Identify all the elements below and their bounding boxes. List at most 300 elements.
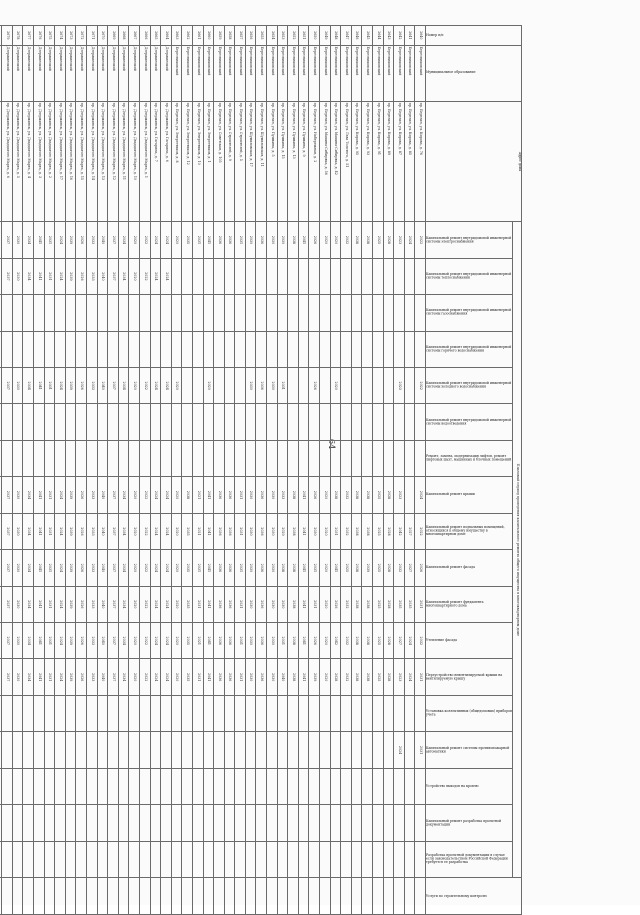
row-year-cell: 2020	[129, 513, 140, 549]
row-year-cell	[44, 295, 55, 331]
row-year-cell: 2035	[182, 513, 193, 549]
row-year-cell	[256, 878, 267, 915]
row-year-cell	[245, 258, 256, 294]
row-year-cell	[235, 805, 246, 841]
row-year-cell	[192, 331, 203, 367]
row-year-cell	[309, 258, 320, 294]
row-year-cell	[44, 331, 55, 367]
row-year-cell	[383, 695, 394, 731]
table-row	[245, 26, 256, 915]
row-year-cell: 2028	[383, 586, 394, 622]
row-year-cell: 2041	[298, 513, 309, 549]
row-year-cell: 2036	[214, 586, 225, 622]
row-year-cell: 2037	[108, 258, 119, 294]
row-year-cell	[65, 841, 76, 878]
row-year-cell	[118, 878, 129, 915]
row-year-cell	[404, 258, 415, 294]
row-year-cell	[298, 878, 309, 915]
row-year-cell	[256, 295, 267, 331]
row-year-cell	[118, 404, 129, 440]
row-year-cell	[415, 805, 426, 841]
row-year-cell	[277, 404, 288, 440]
row-year-cell: 2040	[97, 659, 108, 695]
row-number: 2678	[12, 26, 23, 46]
row-year-cell: 2038	[288, 659, 299, 695]
row-year-cell	[373, 404, 384, 440]
row-address: пр. Дзержинск, ул. Двадцатого Марта, д. 5	[12, 101, 23, 222]
row-year-cell	[55, 841, 66, 878]
row-year-cell: 2038	[288, 477, 299, 513]
row-year-cell	[245, 440, 256, 476]
row-number: 2656	[245, 26, 256, 46]
row-year-cell	[362, 841, 373, 878]
row-year-cell	[108, 404, 119, 440]
row-year-cell: 2034	[23, 586, 34, 622]
row-year-cell	[182, 440, 193, 476]
row-year-cell	[108, 768, 119, 804]
row-year-cell	[288, 695, 299, 731]
row-year-cell	[23, 331, 34, 367]
row-year-cell: 2031	[277, 367, 288, 403]
row-year-cell	[12, 805, 23, 841]
row-year-cell	[76, 440, 87, 476]
row-year-cell: 2030	[267, 477, 278, 513]
row-year-cell: 2039	[362, 550, 373, 586]
row-address: пр. Дзержинск, ул. Двадцатого Марта, д. 1	[139, 101, 150, 222]
row-year-cell	[23, 878, 34, 915]
row-year-cell	[415, 768, 426, 804]
table-row	[108, 26, 119, 915]
row-year-cell	[65, 805, 76, 841]
header-work-12: Переустройство невентилируемой крыши на вентилируемую крышу	[426, 659, 513, 695]
row-year-cell: 2033	[87, 586, 98, 622]
rotated-table-sheet	[5, 25, 522, 915]
row-year-cell: 2041	[34, 550, 45, 586]
row-address: пр. Дзержинск, ул. Гагарина, д. 7	[150, 101, 161, 222]
row-year-cell: 2031	[44, 477, 55, 513]
row-municipality: Дзержинский	[65, 45, 76, 101]
row-year-cell	[129, 404, 140, 440]
row-year-cell	[129, 805, 140, 841]
row-year-cell	[87, 440, 98, 476]
row-year-cell: 2034	[118, 659, 129, 695]
row-year-cell	[161, 841, 172, 878]
row-year-cell: 2020	[320, 222, 331, 258]
row-year-cell	[415, 331, 426, 367]
row-year-cell	[330, 768, 341, 804]
row-municipality: Березниковский	[298, 45, 309, 101]
row-year-cell	[171, 331, 182, 367]
row-year-cell	[404, 805, 415, 841]
row-year-cell: 2025	[373, 623, 384, 659]
row-year-cell	[298, 768, 309, 804]
row-year-cell: 2026	[76, 513, 87, 549]
row-year-cell: 2034	[23, 513, 34, 549]
row-year-cell	[182, 695, 193, 731]
row-year-cell: 2041	[203, 586, 214, 622]
row-year-cell	[351, 768, 362, 804]
row-address: пр. Березин, ул. Шумиловская, д. 17	[245, 101, 256, 222]
row-year-cell: 2037	[108, 623, 119, 659]
row-year-cell	[256, 258, 267, 294]
row-year-cell: 2024	[55, 477, 66, 513]
row-municipality: Дзержинский	[108, 45, 119, 101]
header-caption: Плановый период проведения капитального ремонта общего имущества в многоквартирном доме	[513, 222, 522, 878]
row-year-cell: 2037	[108, 586, 119, 622]
row-year-cell: 2039	[309, 659, 320, 695]
row-year-cell	[320, 258, 331, 294]
row-year-cell: 2031	[44, 659, 55, 695]
table-row	[12, 26, 23, 915]
row-year-cell	[0, 258, 2, 294]
row-year-cell: 2027	[394, 623, 405, 659]
row-year-cell: 2041	[298, 477, 309, 513]
row-year-cell: 2030	[12, 623, 23, 659]
row-year-cell	[298, 404, 309, 440]
row-year-cell	[320, 695, 331, 731]
row-year-cell	[404, 404, 415, 440]
row-year-cell: 2030	[267, 222, 278, 258]
row-year-cell: 2038	[277, 550, 288, 586]
table-row	[341, 26, 352, 915]
row-year-cell: 2026	[76, 659, 87, 695]
row-address: пр. Дзержинск, ул. Двадцатого Марта, д. 13	[97, 101, 108, 222]
row-year-cell: 2041	[34, 222, 45, 258]
row-municipality: Дзержинский	[2, 45, 13, 101]
row-year-cell: 2020	[330, 222, 341, 258]
row-number: 2669	[108, 26, 119, 46]
row-year-cell	[87, 732, 98, 768]
row-year-cell	[394, 695, 405, 731]
row-year-cell	[267, 805, 278, 841]
row-year-cell	[383, 258, 394, 294]
row-year-cell	[192, 841, 203, 878]
row-year-cell	[161, 805, 172, 841]
row-year-cell	[288, 878, 299, 915]
row-year-cell	[171, 295, 182, 331]
row-year-cell	[404, 440, 415, 476]
row-year-cell: 2028	[383, 550, 394, 586]
row-year-cell	[224, 805, 235, 841]
row-number: 2660	[203, 26, 214, 46]
row-year-cell: 2032	[341, 477, 352, 513]
row-year-cell: 2022	[139, 367, 150, 403]
row-municipality: Березниковский	[341, 45, 352, 101]
row-year-cell	[97, 404, 108, 440]
row-year-cell: 2036	[214, 550, 225, 586]
row-year-cell	[34, 805, 45, 841]
row-year-cell: 2033	[87, 659, 98, 695]
row-address: пр. Дзержинск, ул. Двадцатого Марта, д. 4	[23, 101, 34, 222]
row-year-cell: 2041	[34, 659, 45, 695]
row-address: пр. Дзержинск, ул. Двадцатого Марта, д. 17	[55, 101, 66, 222]
row-year-cell	[161, 695, 172, 731]
table-row	[0, 26, 2, 915]
row-year-cell: 2040	[97, 623, 108, 659]
row-year-cell	[245, 695, 256, 731]
row-year-cell: 2024	[404, 222, 415, 258]
row-year-cell: 2024	[161, 550, 172, 586]
row-number: 2668	[118, 26, 129, 46]
row-address: пр. Березин, ул. Энергетиков, д. 8	[171, 101, 182, 222]
row-municipality: Березниковский	[192, 45, 203, 101]
row-year-cell	[298, 331, 309, 367]
row-year-cell	[44, 768, 55, 804]
table-row	[129, 26, 140, 915]
row-year-cell	[383, 805, 394, 841]
row-year-cell: 2031	[235, 477, 246, 513]
row-year-cell	[171, 768, 182, 804]
row-year-cell	[267, 258, 278, 294]
row-year-cell	[161, 878, 172, 915]
row-year-cell	[12, 768, 23, 804]
row-municipality: Березниковский	[288, 45, 299, 101]
row-municipality: Дзержинский	[55, 45, 66, 101]
row-year-cell	[0, 331, 2, 367]
row-year-cell	[404, 295, 415, 331]
row-address: пр. Дзержинск, ул. Гагарина, д. 6	[161, 101, 172, 222]
row-year-cell: 2038	[330, 477, 341, 513]
row-year-cell: 2031	[235, 623, 246, 659]
row-year-cell	[12, 695, 23, 731]
row-year-cell: 2030	[245, 586, 256, 622]
row-year-cell: 2031	[277, 623, 288, 659]
row-year-cell: 2022	[139, 550, 150, 586]
row-address: пр. Березин, ул. Кирова, д. 93	[362, 101, 373, 222]
row-year-cell: 2025	[373, 550, 384, 586]
row-year-cell	[245, 805, 256, 841]
row-year-cell: 2030	[12, 659, 23, 695]
row-municipality: Дзержинский	[87, 45, 98, 101]
header-work-14: Капитальный ремонт системы противопожарной автоматики	[426, 732, 513, 768]
row-year-cell	[2, 404, 13, 440]
row-year-cell: 2029	[277, 513, 288, 549]
row-year-cell	[362, 695, 373, 731]
row-year-cell	[203, 732, 214, 768]
row-year-cell: 2026	[330, 586, 341, 622]
row-year-cell	[351, 732, 362, 768]
row-year-cell	[256, 404, 267, 440]
row-year-cell	[341, 768, 352, 804]
row-year-cell: 2038	[288, 513, 299, 549]
row-year-cell	[224, 404, 235, 440]
row-year-cell	[171, 440, 182, 476]
row-year-cell	[87, 331, 98, 367]
row-year-cell	[171, 732, 182, 768]
row-year-cell: 2036	[214, 477, 225, 513]
row-year-cell	[394, 258, 405, 294]
row-year-cell	[224, 841, 235, 878]
row-year-cell: 2030	[12, 513, 23, 549]
table-row	[351, 26, 362, 915]
row-year-cell	[44, 732, 55, 768]
row-municipality: Дзержинский	[34, 45, 45, 101]
row-year-cell	[394, 768, 405, 804]
row-year-cell	[309, 768, 320, 804]
row-year-cell: 2025	[373, 586, 384, 622]
row-year-cell	[12, 841, 23, 878]
row-year-cell	[373, 695, 384, 731]
row-year-cell: 2031	[44, 367, 55, 403]
row-year-cell: 2020	[320, 659, 331, 695]
row-year-cell	[0, 623, 2, 659]
row-address: пр. Дзержинск, ул. Двадцатого Марта, д. 6	[2, 101, 13, 222]
row-year-cell: 2041	[330, 550, 341, 586]
row-year-cell	[2, 841, 13, 878]
row-address: пр. Березин, ул. Пушкина, д. 15	[277, 101, 288, 222]
row-number: 2670	[97, 26, 108, 46]
row-year-cell	[171, 404, 182, 440]
row-year-cell	[298, 440, 309, 476]
row-year-cell	[182, 878, 193, 915]
row-year-cell: 2039	[65, 659, 76, 695]
row-year-cell: 2041	[298, 222, 309, 258]
row-year-cell: 2037	[108, 513, 119, 549]
row-year-cell	[373, 805, 384, 841]
table-row	[288, 26, 299, 915]
row-year-cell	[65, 331, 76, 367]
row-year-cell: 2041	[203, 623, 214, 659]
row-year-cell	[97, 805, 108, 841]
row-year-cell: 2032	[341, 513, 352, 549]
table-row	[150, 26, 161, 915]
row-year-cell: 2025	[373, 513, 384, 549]
row-year-cell: 2030	[12, 258, 23, 294]
row-address: пр. Березин, ул. Кирова, д. 85	[404, 101, 415, 222]
row-year-cell: 2020	[129, 659, 140, 695]
row-year-cell	[277, 695, 288, 731]
row-year-cell	[34, 295, 45, 331]
row-year-cell	[341, 367, 352, 403]
row-year-cell: 2028	[330, 659, 341, 695]
row-year-cell	[362, 258, 373, 294]
row-year-cell	[76, 404, 87, 440]
row-year-cell	[373, 295, 384, 331]
row-year-cell	[55, 404, 66, 440]
row-year-cell	[192, 258, 203, 294]
row-year-cell: 2040	[97, 550, 108, 586]
header-municipality: Муниципальное образование	[426, 45, 522, 101]
header-work-11: Утепление фасада	[426, 623, 513, 659]
table-row	[394, 26, 405, 915]
row-year-cell: 2041	[203, 222, 214, 258]
row-year-cell	[0, 695, 2, 731]
table-row	[415, 26, 426, 915]
row-year-cell: 2024	[161, 477, 172, 513]
row-year-cell: 2024	[55, 222, 66, 258]
row-year-cell	[320, 878, 331, 915]
row-year-cell: 2027	[404, 513, 415, 549]
row-year-cell: 2033	[87, 623, 98, 659]
row-year-cell	[298, 841, 309, 878]
row-number: 2648	[330, 26, 341, 46]
row-year-cell	[192, 732, 203, 768]
header-work-1: Капитальный ремонт внутридомовой инженерной системы теплоснабжения	[426, 258, 513, 294]
row-year-cell	[214, 695, 225, 731]
row-year-cell	[256, 732, 267, 768]
row-number: 2657	[235, 26, 246, 46]
table-row	[34, 26, 45, 915]
row-address: пр. Дзержинск, ул. Двадцатого Марта, д. 15	[76, 101, 87, 222]
header-work-2: Капитальный ремонт внутридомовой инженерной системы газоснабжения	[426, 295, 513, 331]
row-year-cell	[245, 404, 256, 440]
row-year-cell	[182, 295, 193, 331]
row-year-cell	[118, 768, 129, 804]
row-year-cell	[288, 367, 299, 403]
row-number: 2642	[394, 26, 405, 46]
row-number: 2649	[320, 26, 331, 46]
row-year-cell	[2, 695, 13, 731]
row-year-cell	[171, 805, 182, 841]
row-year-cell	[235, 404, 246, 440]
row-year-cell: 2028	[383, 659, 394, 695]
row-year-cell	[267, 331, 278, 367]
row-number: 2662	[182, 26, 193, 46]
row-year-cell: 2023	[394, 222, 405, 258]
row-year-cell: 2033	[87, 550, 98, 586]
row-year-cell	[351, 440, 362, 476]
row-year-cell	[277, 841, 288, 878]
row-year-cell: 2037	[2, 258, 13, 294]
row-year-cell: 2024	[161, 659, 172, 695]
row-year-cell	[309, 440, 320, 476]
row-year-cell: 2039	[65, 586, 76, 622]
row-year-cell	[267, 732, 278, 768]
row-year-cell	[320, 768, 331, 804]
row-year-cell: 2031	[44, 550, 55, 586]
row-year-cell	[118, 440, 129, 476]
row-year-cell	[298, 805, 309, 841]
row-year-cell	[341, 878, 352, 915]
row-year-cell	[373, 732, 384, 768]
row-year-cell	[2, 768, 13, 804]
row-year-cell: 2039	[65, 513, 76, 549]
row-year-cell: 2039	[65, 258, 76, 294]
row-number: 2664	[161, 26, 172, 46]
header-work-13: Установка коллективных (общедомовых) приборов учета	[426, 695, 513, 731]
row-year-cell	[87, 878, 98, 915]
row-year-cell	[404, 331, 415, 367]
row-year-cell	[277, 768, 288, 804]
row-year-cell	[203, 258, 214, 294]
row-year-cell	[224, 331, 235, 367]
row-year-cell	[139, 878, 150, 915]
row-address: пр. Березин, ул. Мамина-Сибиряка, д. 56	[320, 101, 331, 222]
row-year-cell	[150, 695, 161, 731]
row-year-cell	[351, 331, 362, 367]
row-year-cell	[129, 440, 140, 476]
header-work-5: Капитальный ремонт внутридомовой инженерной системы водоотведения	[426, 404, 513, 440]
row-year-cell: 2028	[383, 477, 394, 513]
row-year-cell	[87, 768, 98, 804]
row-year-cell	[108, 841, 119, 878]
row-year-cell	[76, 878, 87, 915]
row-year-cell: 2039	[65, 477, 76, 513]
row-year-cell	[2, 331, 13, 367]
row-year-cell	[65, 732, 76, 768]
row-municipality: Березниковский	[320, 45, 331, 101]
row-year-cell	[192, 805, 203, 841]
row-year-cell	[34, 695, 45, 731]
row-year-cell	[129, 841, 140, 878]
row-year-cell	[12, 732, 23, 768]
row-year-cell: 2020	[320, 550, 331, 586]
row-year-cell	[171, 258, 182, 294]
row-year-cell: 2024	[55, 550, 66, 586]
row-year-cell: 2024	[55, 586, 66, 622]
row-year-cell	[267, 404, 278, 440]
row-address: пр. Дзержинск, ул. Двадцатого Марта, д. 14	[87, 101, 98, 222]
